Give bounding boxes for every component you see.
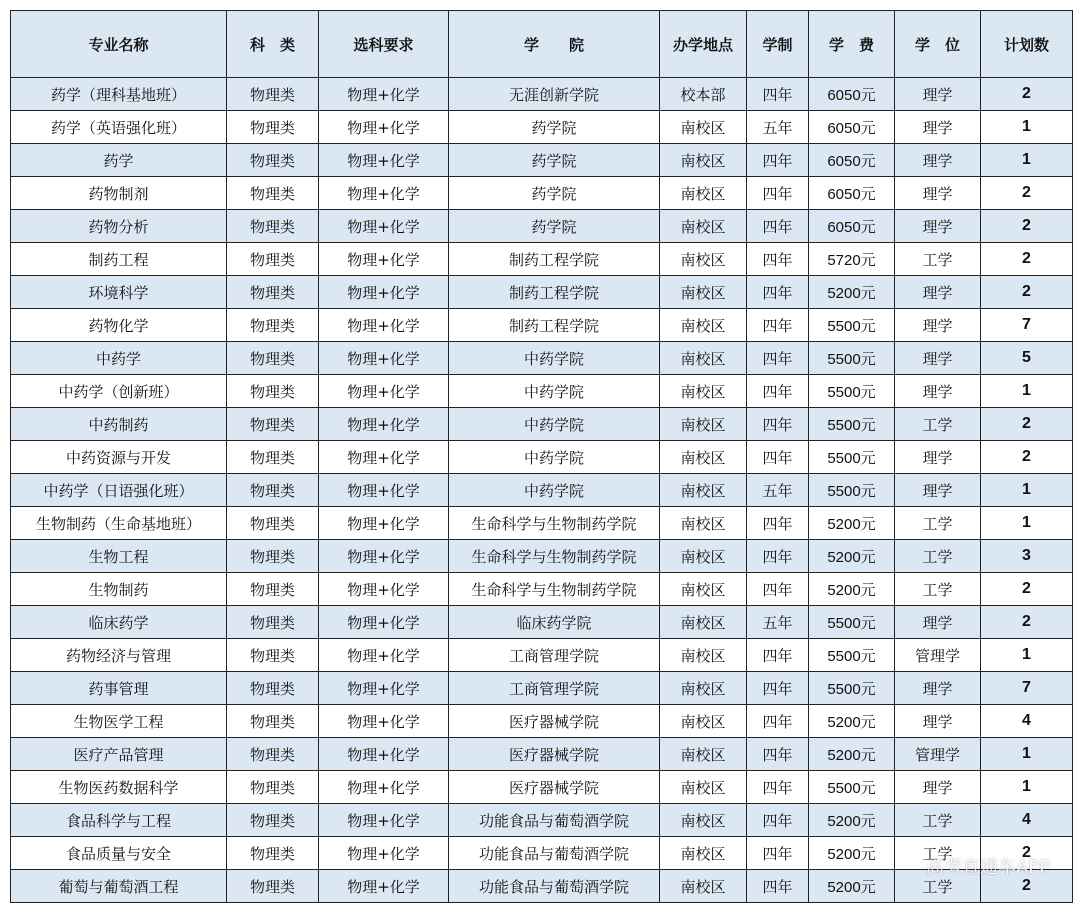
cell-duration: 四年 bbox=[747, 375, 809, 408]
cell-duration: 四年 bbox=[747, 804, 809, 837]
cell-major: 医疗产品管理 bbox=[11, 738, 227, 771]
table-row bbox=[11, 606, 1073, 639]
cell-subject-requirement: 物理+化学 bbox=[319, 243, 449, 276]
cell-duration: 四年 bbox=[747, 738, 809, 771]
header-duration: 学制 bbox=[747, 11, 809, 78]
table-row bbox=[11, 804, 1073, 837]
cell-subject-requirement: 物理+化学 bbox=[319, 804, 449, 837]
cell-major: 药学 bbox=[11, 144, 227, 177]
cell-degree: 工学 bbox=[895, 540, 981, 573]
cell-major: 葡萄与葡萄酒工程 bbox=[11, 870, 227, 903]
cell-subject-requirement: 物理+化学 bbox=[319, 177, 449, 210]
cell-college: 中药学院 bbox=[449, 474, 660, 507]
cell-duration: 四年 bbox=[747, 870, 809, 903]
cell-degree: 理学 bbox=[895, 672, 981, 705]
cell-major: 环境科学 bbox=[11, 276, 227, 309]
header-major: 专业名称 bbox=[11, 11, 227, 78]
cell-plan-count: 2 bbox=[981, 177, 1073, 210]
cell-degree: 管理学 bbox=[895, 738, 981, 771]
cell-degree: 工学 bbox=[895, 243, 981, 276]
cell-major: 药学（英语强化班） bbox=[11, 111, 227, 144]
cell-tuition: 5200元 bbox=[809, 837, 895, 870]
cell-plan-count: 2 bbox=[981, 870, 1073, 903]
cell-plan-count: 1 bbox=[981, 507, 1073, 540]
cell-plan-count: 4 bbox=[981, 705, 1073, 738]
cell-plan-count: 2 bbox=[981, 441, 1073, 474]
cell-tuition: 6050元 bbox=[809, 144, 895, 177]
cell-college: 功能食品与葡萄酒学院 bbox=[449, 804, 660, 837]
cell-plan-count: 1 bbox=[981, 111, 1073, 144]
cell-duration: 四年 bbox=[747, 507, 809, 540]
cell-duration: 四年 bbox=[747, 672, 809, 705]
cell-plan-count: 7 bbox=[981, 309, 1073, 342]
cell-major: 药物分析 bbox=[11, 210, 227, 243]
cell-major: 临床药学 bbox=[11, 606, 227, 639]
cell-major: 中药学（创新班） bbox=[11, 375, 227, 408]
cell-plan-count: 1 bbox=[981, 375, 1073, 408]
table-row bbox=[11, 78, 1073, 111]
cell-college: 工商管理学院 bbox=[449, 639, 660, 672]
cell-subject-requirement: 物理+化学 bbox=[319, 309, 449, 342]
table-body bbox=[11, 78, 1073, 903]
cell-college: 中药学院 bbox=[449, 441, 660, 474]
cell-campus: 南校区 bbox=[660, 705, 747, 738]
cell-category: 物理类 bbox=[227, 78, 319, 111]
cell-degree: 工学 bbox=[895, 837, 981, 870]
cell-major: 食品科学与工程 bbox=[11, 804, 227, 837]
cell-category: 物理类 bbox=[227, 474, 319, 507]
table-row bbox=[11, 276, 1073, 309]
cell-category: 物理类 bbox=[227, 672, 319, 705]
cell-major: 药物经济与管理 bbox=[11, 639, 227, 672]
cell-college: 生命科学与生物制药学院 bbox=[449, 540, 660, 573]
cell-subject-requirement: 物理+化学 bbox=[319, 573, 449, 606]
table-row bbox=[11, 144, 1073, 177]
table-row bbox=[11, 573, 1073, 606]
table-row bbox=[11, 837, 1073, 870]
cell-campus: 南校区 bbox=[660, 507, 747, 540]
cell-plan-count: 7 bbox=[981, 672, 1073, 705]
cell-major: 药事管理 bbox=[11, 672, 227, 705]
cell-campus: 南校区 bbox=[660, 243, 747, 276]
table-row bbox=[11, 309, 1073, 342]
table-row bbox=[11, 210, 1073, 243]
cell-category: 物理类 bbox=[227, 276, 319, 309]
cell-tuition: 5200元 bbox=[809, 276, 895, 309]
cell-category: 物理类 bbox=[227, 837, 319, 870]
table-row bbox=[11, 243, 1073, 276]
cell-category: 物理类 bbox=[227, 639, 319, 672]
cell-degree: 理学 bbox=[895, 771, 981, 804]
table-row bbox=[11, 672, 1073, 705]
cell-campus: 南校区 bbox=[660, 804, 747, 837]
cell-degree: 理学 bbox=[895, 78, 981, 111]
enrollment-plan-table bbox=[10, 10, 1073, 903]
watermark-text: 高考直通车APP bbox=[925, 857, 1050, 878]
cell-duration: 四年 bbox=[747, 177, 809, 210]
cell-duration: 五年 bbox=[747, 111, 809, 144]
cell-tuition: 5500元 bbox=[809, 672, 895, 705]
cell-duration: 四年 bbox=[747, 837, 809, 870]
cell-major: 中药学 bbox=[11, 342, 227, 375]
cell-category: 物理类 bbox=[227, 573, 319, 606]
cell-tuition: 6050元 bbox=[809, 210, 895, 243]
cell-campus: 南校区 bbox=[660, 639, 747, 672]
cell-subject-requirement: 物理+化学 bbox=[319, 408, 449, 441]
cell-major: 中药制药 bbox=[11, 408, 227, 441]
cell-plan-count: 1 bbox=[981, 474, 1073, 507]
cell-major: 生物工程 bbox=[11, 540, 227, 573]
cell-college: 药学院 bbox=[449, 144, 660, 177]
cell-campus: 南校区 bbox=[660, 408, 747, 441]
cell-category: 物理类 bbox=[227, 870, 319, 903]
cell-tuition: 5500元 bbox=[809, 771, 895, 804]
cell-campus: 南校区 bbox=[660, 375, 747, 408]
cell-campus: 南校区 bbox=[660, 771, 747, 804]
cell-degree: 工学 bbox=[895, 804, 981, 837]
cell-tuition: 5500元 bbox=[809, 639, 895, 672]
cell-campus: 南校区 bbox=[660, 276, 747, 309]
cell-duration: 四年 bbox=[747, 309, 809, 342]
cell-tuition: 5200元 bbox=[809, 804, 895, 837]
table-row bbox=[11, 771, 1073, 804]
cell-campus: 南校区 bbox=[660, 342, 747, 375]
cell-degree: 理学 bbox=[895, 441, 981, 474]
cell-major: 中药学（日语强化班） bbox=[11, 474, 227, 507]
cell-category: 物理类 bbox=[227, 210, 319, 243]
cell-college: 中药学院 bbox=[449, 375, 660, 408]
cell-tuition: 5720元 bbox=[809, 243, 895, 276]
cell-category: 物理类 bbox=[227, 540, 319, 573]
cell-college: 生命科学与生物制药学院 bbox=[449, 507, 660, 540]
header-plan-count: 计划数 bbox=[981, 11, 1073, 78]
cell-tuition: 5200元 bbox=[809, 705, 895, 738]
table-row bbox=[11, 441, 1073, 474]
cell-major: 生物医药数据科学 bbox=[11, 771, 227, 804]
cell-college: 医疗器械学院 bbox=[449, 771, 660, 804]
cell-plan-count: 2 bbox=[981, 837, 1073, 870]
cell-campus: 南校区 bbox=[660, 144, 747, 177]
header-category: 科 类 bbox=[227, 11, 319, 78]
cell-category: 物理类 bbox=[227, 375, 319, 408]
cell-college: 制药工程学院 bbox=[449, 243, 660, 276]
cell-major: 药物制剂 bbox=[11, 177, 227, 210]
cell-subject-requirement: 物理+化学 bbox=[319, 111, 449, 144]
cell-category: 物理类 bbox=[227, 243, 319, 276]
table-row bbox=[11, 870, 1073, 903]
cell-category: 物理类 bbox=[227, 144, 319, 177]
cell-college: 功能食品与葡萄酒学院 bbox=[449, 837, 660, 870]
table-row bbox=[11, 375, 1073, 408]
cell-tuition: 5200元 bbox=[809, 573, 895, 606]
cell-category: 物理类 bbox=[227, 309, 319, 342]
cell-college: 中药学院 bbox=[449, 408, 660, 441]
cell-campus: 南校区 bbox=[660, 606, 747, 639]
cell-degree: 理学 bbox=[895, 606, 981, 639]
cell-major: 制药工程 bbox=[11, 243, 227, 276]
cell-major: 生物制药 bbox=[11, 573, 227, 606]
cell-tuition: 5500元 bbox=[809, 606, 895, 639]
cell-degree: 理学 bbox=[895, 474, 981, 507]
header-campus: 办学地点 bbox=[660, 11, 747, 78]
cell-campus: 校本部 bbox=[660, 78, 747, 111]
cell-campus: 南校区 bbox=[660, 309, 747, 342]
table-row bbox=[11, 408, 1073, 441]
cell-tuition: 5500元 bbox=[809, 342, 895, 375]
cell-category: 物理类 bbox=[227, 771, 319, 804]
cell-subject-requirement: 物理+化学 bbox=[319, 375, 449, 408]
cell-duration: 四年 bbox=[747, 276, 809, 309]
cell-college: 功能食品与葡萄酒学院 bbox=[449, 870, 660, 903]
cell-plan-count: 2 bbox=[981, 276, 1073, 309]
cell-college: 药学院 bbox=[449, 111, 660, 144]
table-row bbox=[11, 705, 1073, 738]
cell-degree: 理学 bbox=[895, 144, 981, 177]
header-tuition: 学 费 bbox=[809, 11, 895, 78]
cell-college: 制药工程学院 bbox=[449, 276, 660, 309]
cell-category: 物理类 bbox=[227, 507, 319, 540]
cell-campus: 南校区 bbox=[660, 672, 747, 705]
cell-duration: 四年 bbox=[747, 540, 809, 573]
cell-category: 物理类 bbox=[227, 606, 319, 639]
cell-major: 中药资源与开发 bbox=[11, 441, 227, 474]
cell-subject-requirement: 物理+化学 bbox=[319, 507, 449, 540]
cell-category: 物理类 bbox=[227, 804, 319, 837]
cell-subject-requirement: 物理+化学 bbox=[319, 276, 449, 309]
cell-category: 物理类 bbox=[227, 177, 319, 210]
cell-subject-requirement: 物理+化学 bbox=[319, 606, 449, 639]
cell-major: 食品质量与安全 bbox=[11, 837, 227, 870]
cell-college: 生命科学与生物制药学院 bbox=[449, 573, 660, 606]
cell-plan-count: 1 bbox=[981, 639, 1073, 672]
header-college: 学 院 bbox=[449, 11, 660, 78]
table-row bbox=[11, 474, 1073, 507]
cell-plan-count: 3 bbox=[981, 540, 1073, 573]
cell-college: 中药学院 bbox=[449, 342, 660, 375]
cell-subject-requirement: 物理+化学 bbox=[319, 738, 449, 771]
cell-tuition: 5500元 bbox=[809, 375, 895, 408]
cell-tuition: 5500元 bbox=[809, 441, 895, 474]
cell-subject-requirement: 物理+化学 bbox=[319, 78, 449, 111]
cell-duration: 五年 bbox=[747, 474, 809, 507]
enrollment-plan-table-container bbox=[10, 10, 1072, 903]
cell-subject-requirement: 物理+化学 bbox=[319, 870, 449, 903]
table-row bbox=[11, 738, 1073, 771]
cell-campus: 南校区 bbox=[660, 573, 747, 606]
table-row bbox=[11, 177, 1073, 210]
table-row bbox=[11, 507, 1073, 540]
cell-plan-count: 2 bbox=[981, 573, 1073, 606]
cell-major: 生物制药（生命基地班） bbox=[11, 507, 227, 540]
cell-duration: 四年 bbox=[747, 243, 809, 276]
cell-college: 无涯创新学院 bbox=[449, 78, 660, 111]
cell-campus: 南校区 bbox=[660, 111, 747, 144]
table-row bbox=[11, 639, 1073, 672]
cell-degree: 理学 bbox=[895, 111, 981, 144]
cell-tuition: 6050元 bbox=[809, 111, 895, 144]
cell-degree: 工学 bbox=[895, 573, 981, 606]
cell-subject-requirement: 物理+化学 bbox=[319, 837, 449, 870]
cell-degree: 工学 bbox=[895, 408, 981, 441]
cell-major: 药学（理科基地班） bbox=[11, 78, 227, 111]
cell-degree: 理学 bbox=[895, 309, 981, 342]
header-row bbox=[11, 11, 1073, 78]
cell-plan-count: 5 bbox=[981, 342, 1073, 375]
cell-plan-count: 2 bbox=[981, 408, 1073, 441]
cell-plan-count: 1 bbox=[981, 144, 1073, 177]
cell-subject-requirement: 物理+化学 bbox=[319, 474, 449, 507]
cell-tuition: 5200元 bbox=[809, 738, 895, 771]
cell-plan-count: 1 bbox=[981, 738, 1073, 771]
cell-tuition: 6050元 bbox=[809, 78, 895, 111]
table-row bbox=[11, 342, 1073, 375]
cell-plan-count: 2 bbox=[981, 606, 1073, 639]
cell-category: 物理类 bbox=[227, 342, 319, 375]
cell-degree: 理学 bbox=[895, 177, 981, 210]
cell-category: 物理类 bbox=[227, 738, 319, 771]
cell-major: 药物化学 bbox=[11, 309, 227, 342]
cell-college: 制药工程学院 bbox=[449, 309, 660, 342]
cell-category: 物理类 bbox=[227, 705, 319, 738]
cell-duration: 四年 bbox=[747, 78, 809, 111]
cell-tuition: 5200元 bbox=[809, 540, 895, 573]
cell-campus: 南校区 bbox=[660, 210, 747, 243]
cell-tuition: 5500元 bbox=[809, 474, 895, 507]
cell-degree: 工学 bbox=[895, 507, 981, 540]
cell-college: 药学院 bbox=[449, 177, 660, 210]
cell-campus: 南校区 bbox=[660, 441, 747, 474]
cell-duration: 四年 bbox=[747, 342, 809, 375]
cell-college: 工商管理学院 bbox=[449, 672, 660, 705]
cell-college: 医疗器械学院 bbox=[449, 738, 660, 771]
cell-subject-requirement: 物理+化学 bbox=[319, 705, 449, 738]
cell-degree: 理学 bbox=[895, 342, 981, 375]
cell-campus: 南校区 bbox=[660, 870, 747, 903]
cell-campus: 南校区 bbox=[660, 738, 747, 771]
cell-duration: 四年 bbox=[747, 144, 809, 177]
cell-college: 临床药学院 bbox=[449, 606, 660, 639]
cell-plan-count: 1 bbox=[981, 771, 1073, 804]
cell-plan-count: 2 bbox=[981, 78, 1073, 111]
cell-tuition: 6050元 bbox=[809, 177, 895, 210]
cell-degree: 理学 bbox=[895, 210, 981, 243]
cell-subject-requirement: 物理+化学 bbox=[319, 540, 449, 573]
cell-degree: 管理学 bbox=[895, 639, 981, 672]
cell-subject-requirement: 物理+化学 bbox=[319, 672, 449, 705]
cell-degree: 工学 bbox=[895, 870, 981, 903]
cell-college: 医疗器械学院 bbox=[449, 705, 660, 738]
cell-duration: 四年 bbox=[747, 210, 809, 243]
header-degree: 学 位 bbox=[895, 11, 981, 78]
cell-campus: 南校区 bbox=[660, 837, 747, 870]
cell-campus: 南校区 bbox=[660, 177, 747, 210]
cell-subject-requirement: 物理+化学 bbox=[319, 639, 449, 672]
table-row bbox=[11, 540, 1073, 573]
cell-degree: 理学 bbox=[895, 375, 981, 408]
cell-subject-requirement: 物理+化学 bbox=[319, 210, 449, 243]
cell-duration: 四年 bbox=[747, 771, 809, 804]
cell-plan-count: 2 bbox=[981, 210, 1073, 243]
cell-tuition: 5500元 bbox=[809, 309, 895, 342]
cell-plan-count: 4 bbox=[981, 804, 1073, 837]
cell-category: 物理类 bbox=[227, 408, 319, 441]
cell-duration: 四年 bbox=[747, 408, 809, 441]
cell-tuition: 5500元 bbox=[809, 408, 895, 441]
cell-college: 药学院 bbox=[449, 210, 660, 243]
cell-category: 物理类 bbox=[227, 111, 319, 144]
cell-subject-requirement: 物理+化学 bbox=[319, 441, 449, 474]
table-row bbox=[11, 111, 1073, 144]
cell-major: 生物医学工程 bbox=[11, 705, 227, 738]
cell-category: 物理类 bbox=[227, 441, 319, 474]
cell-duration: 五年 bbox=[747, 606, 809, 639]
cell-tuition: 5200元 bbox=[809, 870, 895, 903]
cell-degree: 理学 bbox=[895, 705, 981, 738]
cell-campus: 南校区 bbox=[660, 540, 747, 573]
cell-subject-requirement: 物理+化学 bbox=[319, 771, 449, 804]
cell-tuition: 5200元 bbox=[809, 507, 895, 540]
header-subject-requirement: 选科要求 bbox=[319, 11, 449, 78]
cell-duration: 四年 bbox=[747, 573, 809, 606]
cell-campus: 南校区 bbox=[660, 474, 747, 507]
cell-degree: 理学 bbox=[895, 276, 981, 309]
cell-subject-requirement: 物理+化学 bbox=[319, 342, 449, 375]
cell-plan-count: 2 bbox=[981, 243, 1073, 276]
cell-duration: 四年 bbox=[747, 705, 809, 738]
cell-subject-requirement: 物理+化学 bbox=[319, 144, 449, 177]
cell-duration: 四年 bbox=[747, 639, 809, 672]
cell-duration: 四年 bbox=[747, 441, 809, 474]
